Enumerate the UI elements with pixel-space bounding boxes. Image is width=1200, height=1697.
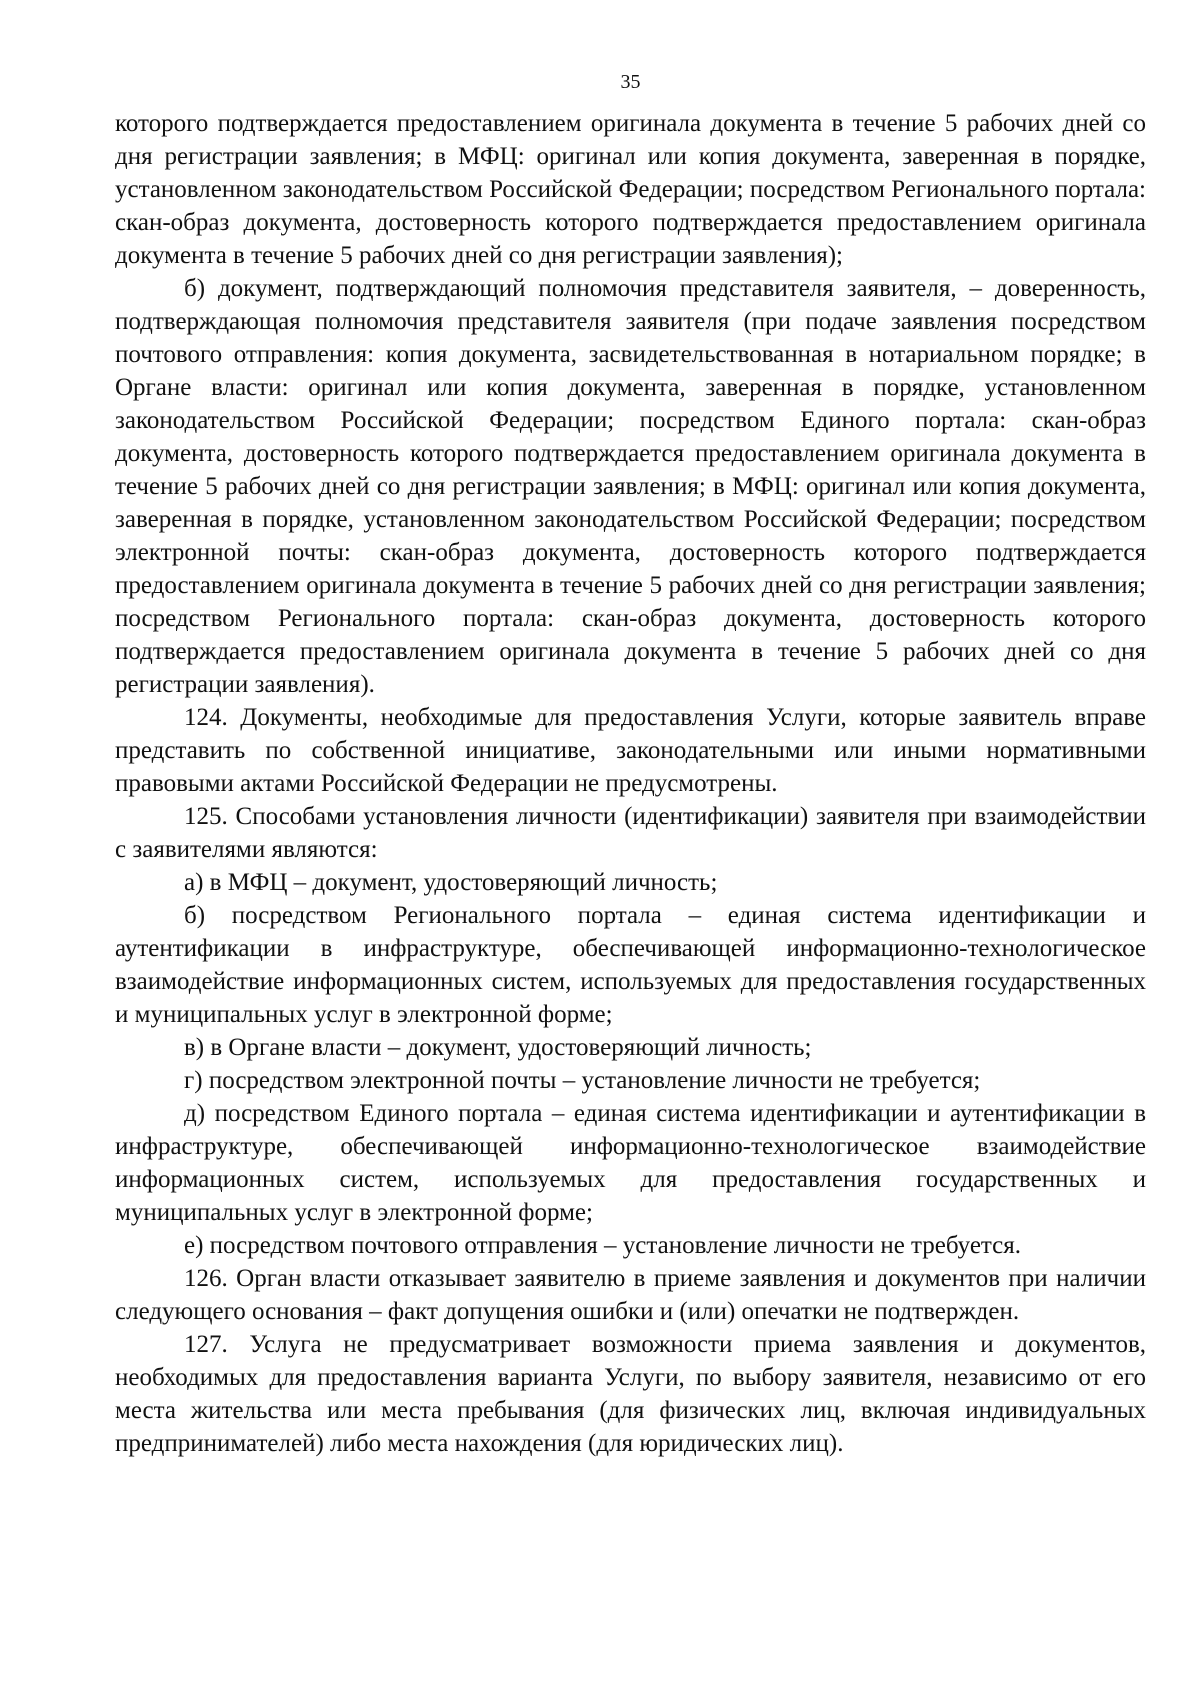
page-number: 35 [620,71,641,93]
paragraph-126: 126. Орган власти отказывает заявителю в приеме заявления и документов при наличии следующего основания – факт допущения ошибки и (или) опечатки не подтвержден. [115,1265,1146,1325]
paragraph-125-item-e: е) посредством почтового отправления – установление личности не требуется. [184,1232,1021,1259]
paragraph-124: 124. Документы, необходимые для предоставления Услуги, которые заявитель вправе представить по собственной инициативе, законодательными или иными нормативными правовыми актами Российской Федерации не предусмотрены. [115,704,1146,797]
paragraph-125-item-a: а) в МФЦ – документ, удостоверяющий личность; [184,869,718,896]
paragraph-125-item-b: б) посредством Регионального портала – единая система идентификации и аутентификации в инфраструктуре, обеспечивающей информационно-технологическое взаимодействие информационных систем, используемых для предоставления государственных и муниципальных услуг в электронной форме; [115,902,1146,1028]
paragraph-125-item-d: д) посредством Единого портала – единая система идентификации и аутентификации в инфраструктуре, обеспечивающей информационно-технологическое взаимодействие информационных систем, используемых для предоставления государственных и муниципальных услуг в электронной форме; [115,1100,1146,1226]
paragraph-127: 127. Услуга не предусматривает возможности приема заявления и документов, необходимых для предоставления варианта Услуги, по выбору заявителя, независимо от его места жительства или места пребывания (для физических лиц, включая индивидуальных предпринимателей) либо места нахождения (для юридических лиц). [115,1331,1146,1457]
paragraph-continuation: которого подтверждается предоставлением оригинала документа в течение 5 рабочих дней со дня регистрации заявления; в МФЦ: оригинал или копия документа, заверенная в порядке, установленном законодательством Российской Федерации; посредством Регионального портала: скан-образ документа, достоверность которого подтверждается предоставлением оригинала документа в течение 5 рабочих дней со дня регистрации заявления); [115,110,1146,269]
paragraph-125: 125. Способами установления личности (идентификации) заявителя при взаимодействии с заявителями являются: [115,803,1146,863]
paragraph-125-item-g: г) посредством электронной почты – установление личности не требуется; [184,1067,981,1094]
paragraph-125-item-v: в) в Органе власти – документ, удостоверяющий личность; [184,1034,812,1061]
paragraph-item-b-power-of-attorney: б) документ, подтверждающий полномочия представителя заявителя, – доверенность, подтверждающая полномочия представителя заявителя (при подаче заявления посредством почтового отправления: копия документа, засвидетельствованная в нотариальном порядке; в Органе власти: оригинал или копия документа, заверенная в порядке, установленном законодательством Российской Федерации; посредством Единого портала: скан-образ документа, достоверность которого подтверждается предоставлением оригинала документа в течение 5 рабочих дней со дня регистрации заявления; в МФЦ: оригинал или копия документа, заверенная в порядке, установленном законодательством Российской Федерации; посредством электронной почты: скан-образ документа, достоверность которого подтверждается предоставлением оригинала документа в течение 5 рабочих дней со дня регистрации заявления; посредством Регионального портала: скан-образ документа, достоверность которого подтверждается предоставлением оригинала документа в течение 5 рабочих дней со дня регистрации заявления). [115,275,1146,698]
